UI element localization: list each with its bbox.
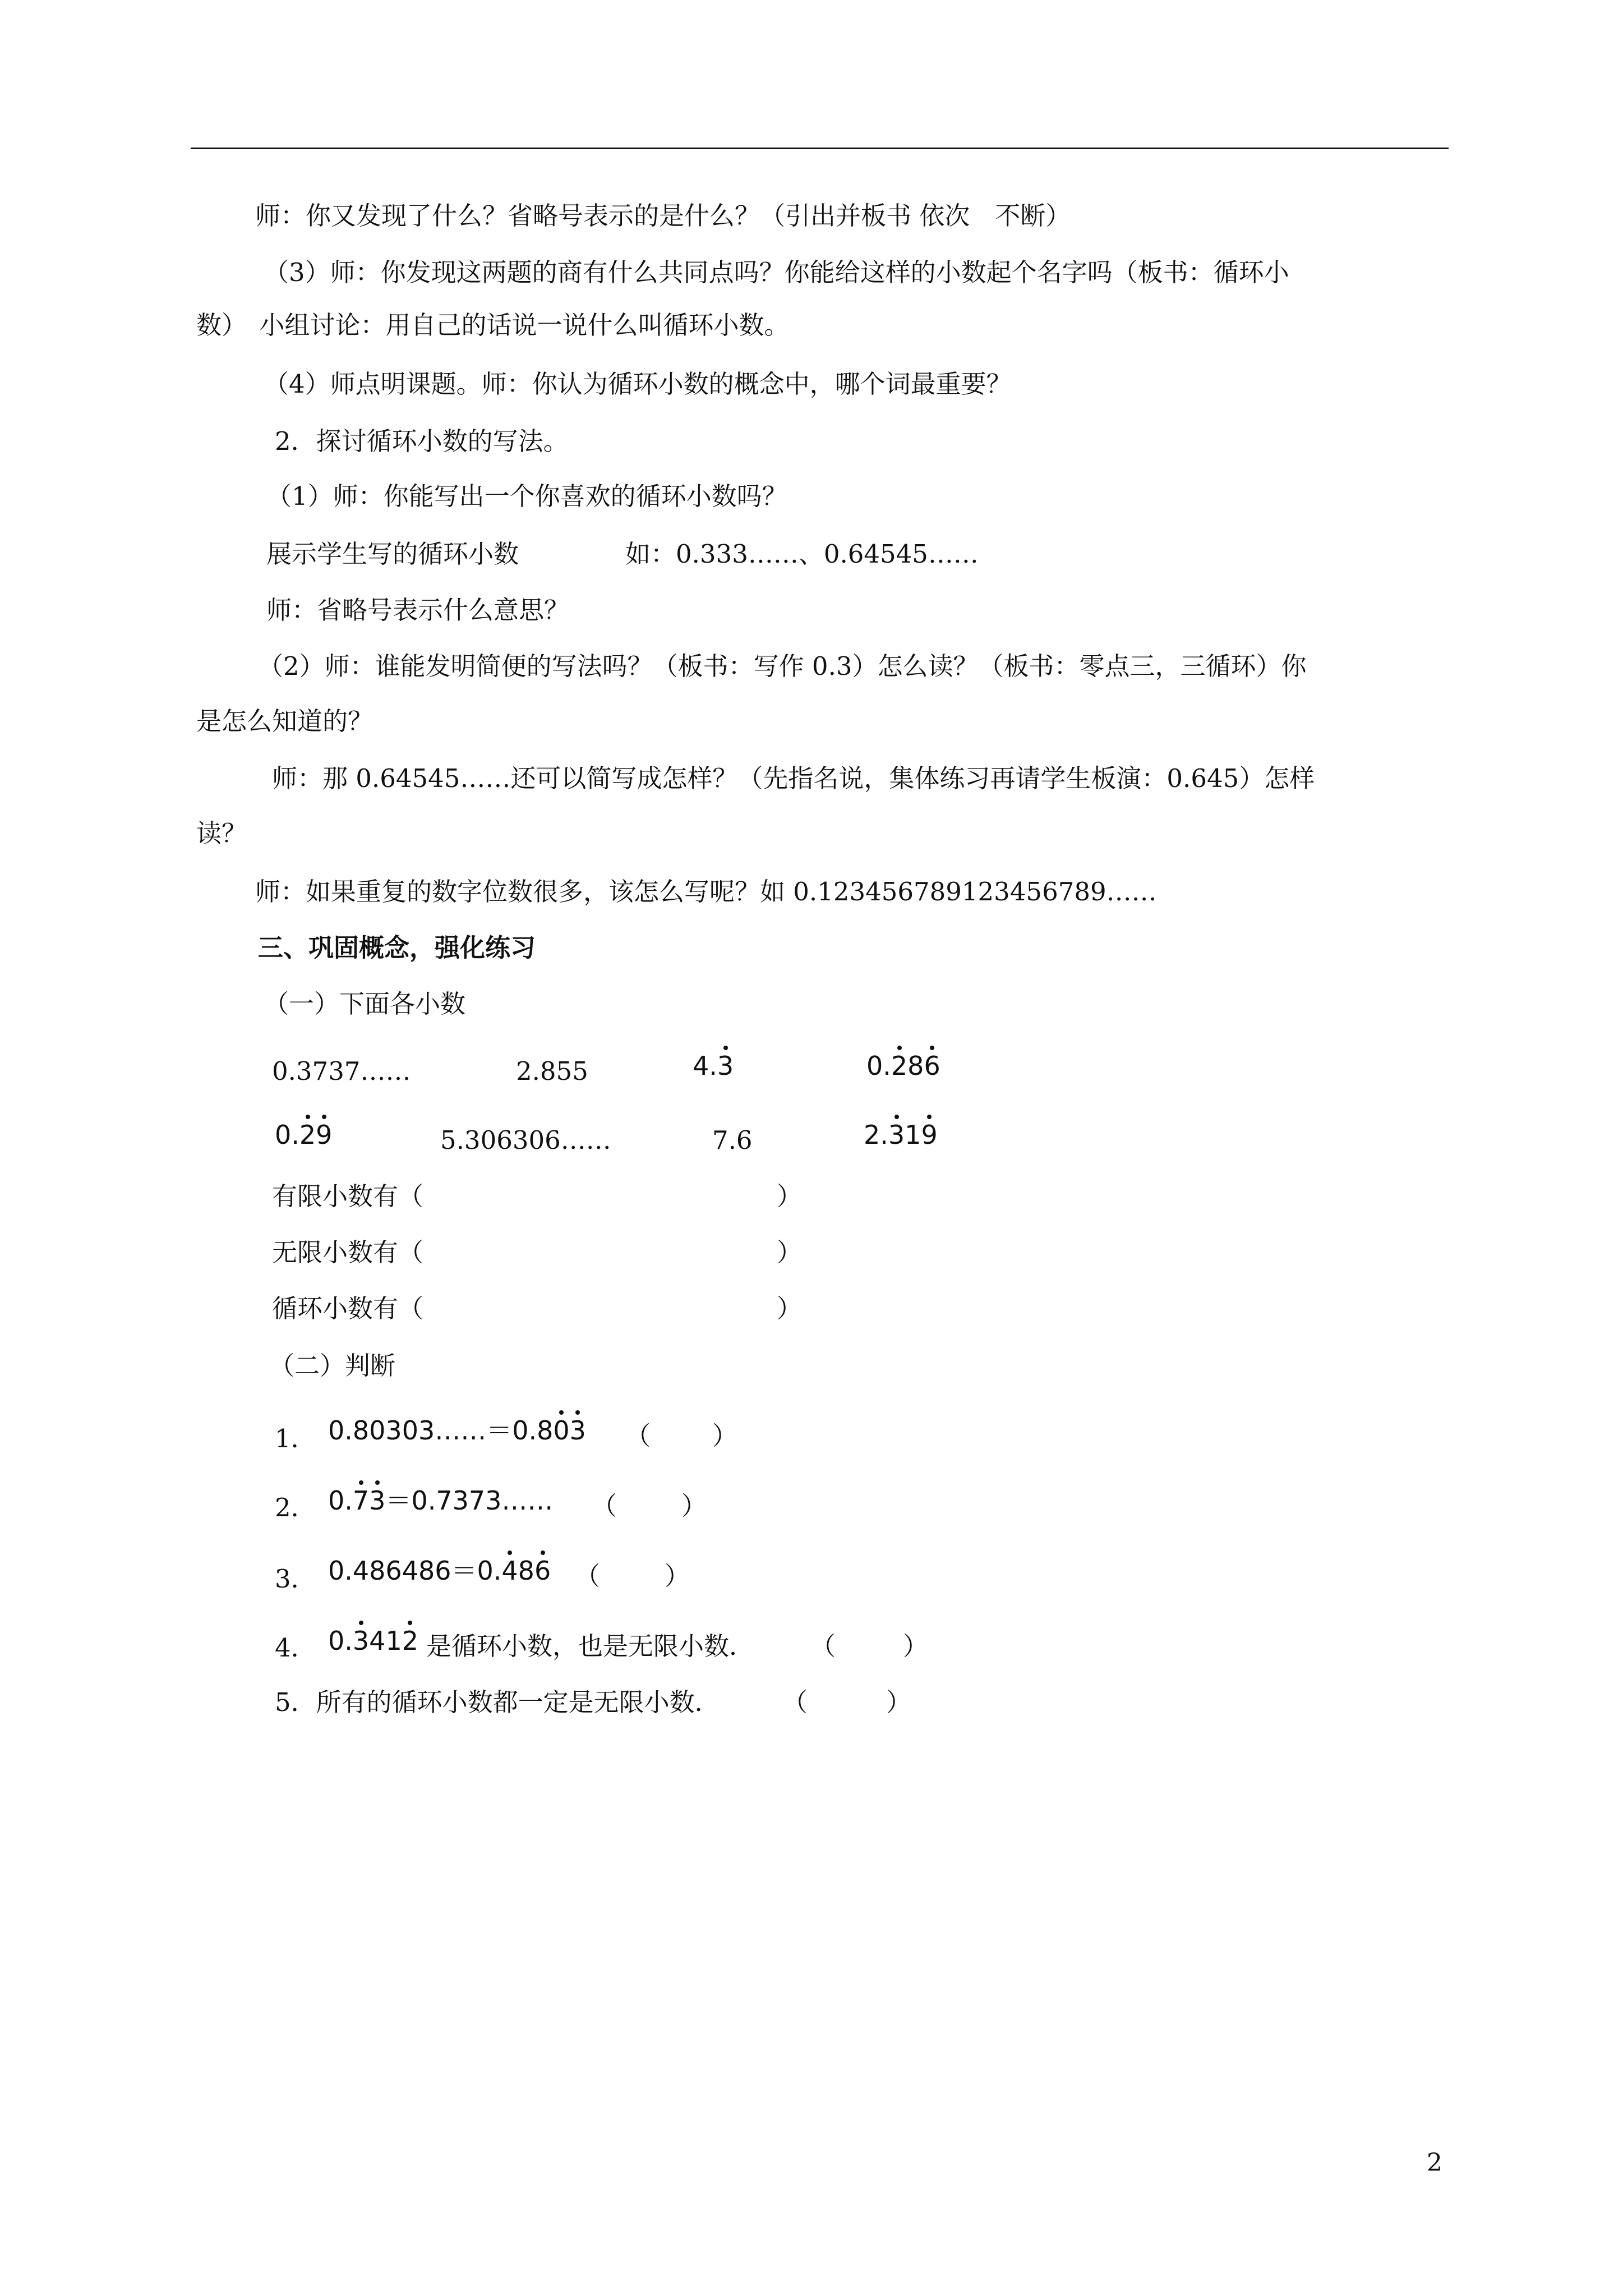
paragraph: 师：如果重复的数字位数很多，该怎么写呢？如 0.123456789123456789……	[255, 877, 1157, 907]
item-number: 3．	[275, 1564, 316, 1594]
paragraph: 是怎么知道的？	[196, 706, 374, 736]
paragraph: 展示学生写的循环小数	[266, 539, 519, 569]
answer-open: （	[575, 1561, 601, 1591]
blank-label: 循环小数有（	[272, 1294, 424, 1323]
judgement-expression: 0.80303……＝0.803	[328, 1414, 586, 1447]
paragraph: 2．探讨循环小数的写法。	[275, 426, 569, 456]
subsection-heading: （二）判断	[269, 1351, 396, 1381]
answer-close: ）	[712, 1421, 738, 1451]
paragraph: 读？	[196, 818, 247, 848]
answer-open: （	[592, 1491, 617, 1521]
decimal-item: 0.29	[275, 1118, 332, 1152]
blank-close: ）	[777, 1181, 803, 1211]
decimal-item: 0.286	[866, 1049, 940, 1083]
answer-open: （	[625, 1421, 651, 1451]
decimal-item: 2.855	[516, 1056, 588, 1086]
decimal-item: 2.319	[864, 1118, 938, 1152]
answer-close: ）	[886, 1687, 912, 1717]
subsection-heading: （一）下面各小数	[264, 989, 466, 1019]
judgement-text: 是循环小数，也是无限小数．	[426, 1631, 755, 1661]
decimal-item: 7.6	[712, 1125, 753, 1155]
answer-open: （	[782, 1687, 808, 1717]
paragraph: 数） 小组讨论：用自己的话说一说什么叫循环小数。	[196, 310, 790, 340]
judgement-expression: 0.3412	[328, 1624, 418, 1658]
judgement-expression: 0.73＝0.7373……	[328, 1484, 553, 1517]
section-heading: 三、巩固概念，强化练习	[258, 933, 536, 963]
decimal-item: 0.3737……	[272, 1056, 411, 1086]
paragraph: （2）师：谁能发明简便的写法吗？（板书：写作 0.3）怎么读？（板书：零点三，三循环）你	[258, 651, 1307, 681]
paragraph: 师：那 0.64545……还可以简写成怎样？（先指名说，集体练习再请学生板演：0.645）怎样	[272, 763, 1315, 793]
paragraph: 师：你又发现了什么？省略号表示的是什么？（引出并板书 依次 不断）	[255, 201, 1071, 231]
page-number: 2	[1427, 2148, 1442, 2177]
judgement-text: 5．所有的循环小数都一定是无限小数．	[275, 1687, 720, 1717]
answer-open: （	[810, 1631, 836, 1661]
item-number: 4．	[275, 1633, 316, 1663]
paragraph: 师：省略号表示什么意思？	[266, 595, 570, 625]
paragraph: （1）师：你能写出一个你喜欢的循环小数吗？	[266, 481, 787, 511]
blank-label: 无限小数有（	[272, 1237, 424, 1267]
item-number: 2．	[275, 1493, 316, 1522]
blank-label: 有限小数有（	[272, 1181, 424, 1211]
paragraph: （3）师：你发现这两题的商有什么共同点吗？你能给这样的小数起个名字吗（板书：循环小	[264, 257, 1289, 287]
header-rule	[191, 148, 1449, 149]
decimal-item: 4.3	[693, 1049, 734, 1083]
blank-close: ）	[777, 1294, 803, 1323]
answer-close: ）	[903, 1631, 929, 1661]
item-number: 1．	[275, 1424, 316, 1453]
answer-close: ）	[681, 1491, 707, 1521]
answer-close: ）	[665, 1561, 690, 1591]
paragraph: 如：0.333……、0.64545……	[625, 539, 979, 569]
decimal-item: 5.306306……	[440, 1125, 611, 1155]
paragraph: （4）师点明课题。师：你认为循环小数的概念中，哪个词最重要？	[264, 369, 1012, 399]
judgement-expression: 0.486486＝0.486	[328, 1554, 551, 1588]
blank-close: ）	[777, 1237, 803, 1267]
